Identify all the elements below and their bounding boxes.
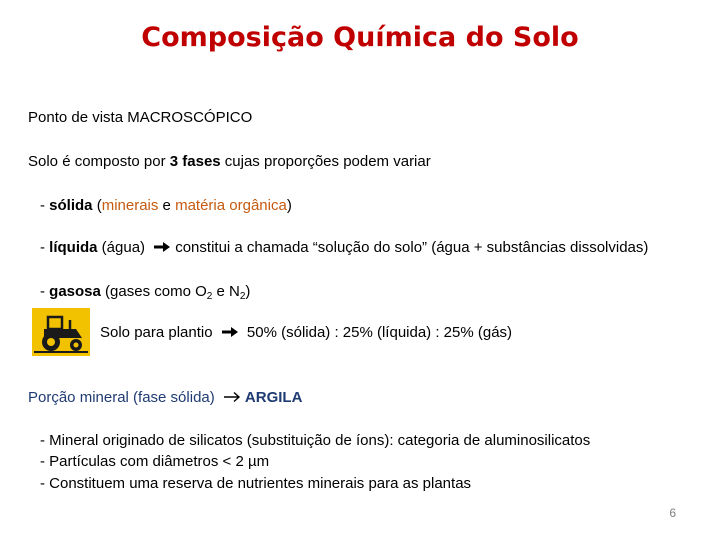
- bullet-line: - Constituem uma reserva de nutrientes minerais para as plantas: [40, 475, 472, 492]
- solid-minerals: minerais: [101, 197, 159, 214]
- planting-ratios: 50% (sólida) : 25% (líquida) : 25% (gás): [242, 324, 513, 341]
- right-arrow-icon: [221, 326, 239, 338]
- intro-suffix: cujas proporções podem variar: [220, 153, 431, 170]
- bullet-line: - Mineral originado de silicatos (substituição de íons): categoria de aluminosilicatos: [40, 432, 591, 449]
- liquid-detail: (água): [97, 239, 150, 256]
- planting-label: Solo para plantio: [100, 324, 217, 341]
- gas-close: ): [245, 283, 251, 300]
- page-number: 6: [669, 506, 676, 520]
- solid-organic: matéria orgânica: [175, 197, 287, 214]
- solid-and: e: [158, 197, 176, 214]
- tractor-icon: [32, 308, 90, 356]
- mineral-label: Porção mineral (fase sólida): [28, 389, 219, 406]
- liquid-rest: constitui a chamada “solução do solo” (água + substâncias dissolvidas): [175, 239, 649, 256]
- intro-prefix: Solo é composto por: [28, 153, 170, 170]
- solid-phase-line: [40, 196, 292, 216]
- slide-title: Composição Química do Solo: [141, 22, 579, 53]
- gas-sub-1: 2: [206, 291, 213, 302]
- gas-and: e N: [212, 283, 240, 300]
- planting-line: [100, 323, 512, 343]
- gas-dash: -: [40, 283, 50, 300]
- gas-phase-line: [40, 282, 250, 307]
- intro-line: [28, 152, 431, 172]
- solid-name: sólida: [49, 197, 93, 214]
- liquid-name: líquida: [49, 239, 98, 256]
- right-arrow-icon: [223, 391, 241, 403]
- solid-close: ): [286, 197, 292, 214]
- mineral-line: [28, 388, 302, 408]
- viewpoint-line: Ponto de vista MACROSCÓPICO: [28, 109, 253, 126]
- mineral-result: ARGILA: [244, 389, 303, 406]
- solid-dash: -: [40, 197, 50, 214]
- liquid-phase-line: [40, 238, 648, 258]
- right-arrow-icon: [153, 241, 171, 253]
- intro-emphasis: 3 fases: [169, 153, 221, 170]
- liquid-dash: -: [40, 239, 50, 256]
- solid-open: (: [92, 197, 102, 214]
- bullet-line: - Partículas com diâmetros < 2 µm: [40, 453, 270, 470]
- gas-detail: (gases como O: [100, 283, 207, 300]
- gas-sub-2: 2: [239, 291, 246, 302]
- gas-name: gasosa: [49, 283, 101, 300]
